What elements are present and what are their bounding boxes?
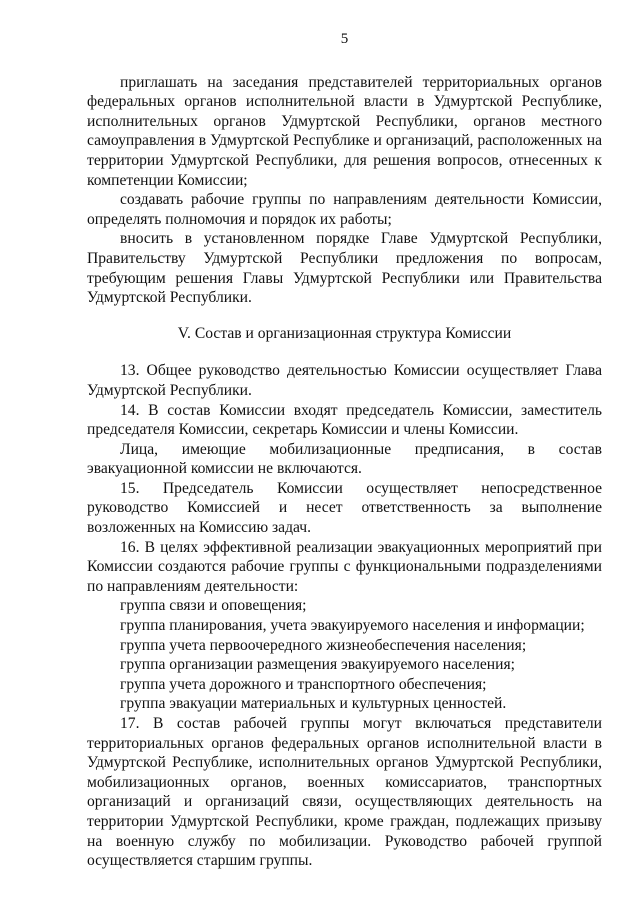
paragraph-submit-proposals: вносить в установленном порядке Главе Удмуртской Республики, Правительству Удмуртской Республики предложения по вопросам, требующим решения Главы Удмуртской Республики или Правительства Удмуртской Республики. <box>87 230 602 307</box>
list-item: группа эвакуации материальных и культурных ценностей. <box>120 695 507 713</box>
paragraph-13: 13. Общее руководство деятельностью Комиссии осуществляет Глава Удмуртской Республики. <box>87 362 602 399</box>
list-item: группа организации размещения эвакуируемого населения; <box>120 656 515 674</box>
paragraph-15: 15. Председатель Комиссии осуществляет непосредственное руководство Комиссией и несет ответственность за выполнение возложенных на Комиссию задач. <box>87 479 602 537</box>
working-groups-list <box>87 596 602 714</box>
paragraph-16: 16. В целях эффективной реализации эвакуационных мероприятий при Комиссии создаются рабочие группы с функциональными подразделениями по направлениям деятельности: <box>87 538 602 595</box>
paragraph-mobilization-exclusion: Лица, имеющие мобилизационные предписания, в состав эвакуационной комиссии не включаются. <box>87 440 602 478</box>
list-item: группа учета дорожного и транспортного обеспечения; <box>120 675 487 693</box>
paragraph-17: 17. В состав рабочей группы могут включаться представители территориальных органов федеральных органов исполнительной власти в Удмуртской Республике, исполнительных органов Удмуртской Республики, мобилизационных органов, военных комиссариатов, транспортных организаций и организаций связи, осуществляющих деятельность на территории Удмуртской Республики, кроме граждан, подлежащих призыву на военную службу по мобилизации. Руководство рабочей группой осуществляется старшим группы. <box>87 715 602 870</box>
paragraph-create-working-groups: создавать рабочие группы по направлениям деятельности Комиссии, определять полномочия и порядок их работы; <box>87 191 602 228</box>
list-item: группа связи и оповещения; <box>120 597 307 615</box>
page-number: 5 <box>340 31 349 47</box>
paragraph-14: 14. В состав Комиссии входят председатель Комиссии, заместитель председателя Комиссии, секретарь Комиссии и члены Комиссии. <box>87 401 602 439</box>
list-item: группа планирования, учета эвакуируемого населения и информации; <box>120 617 585 635</box>
paragraph-invite-representatives: приглашать на заседания представителей территориальных органов федеральных органов исполнительной власти в Удмуртской Республике, исполнительных органов Удмуртской Республики, органов местного самоуправления в Удмуртской Республике и организаций, расположенных на территории Удмуртской Республики, для решения вопросов, отнесенных к компетенции Комиссии; <box>87 73 602 189</box>
list-item: группа учета первоочередного жизнеобеспечения населения; <box>120 636 527 654</box>
document-page <box>87 30 602 871</box>
section-title: V. Состав и организационная структура Комиссии <box>177 324 512 342</box>
